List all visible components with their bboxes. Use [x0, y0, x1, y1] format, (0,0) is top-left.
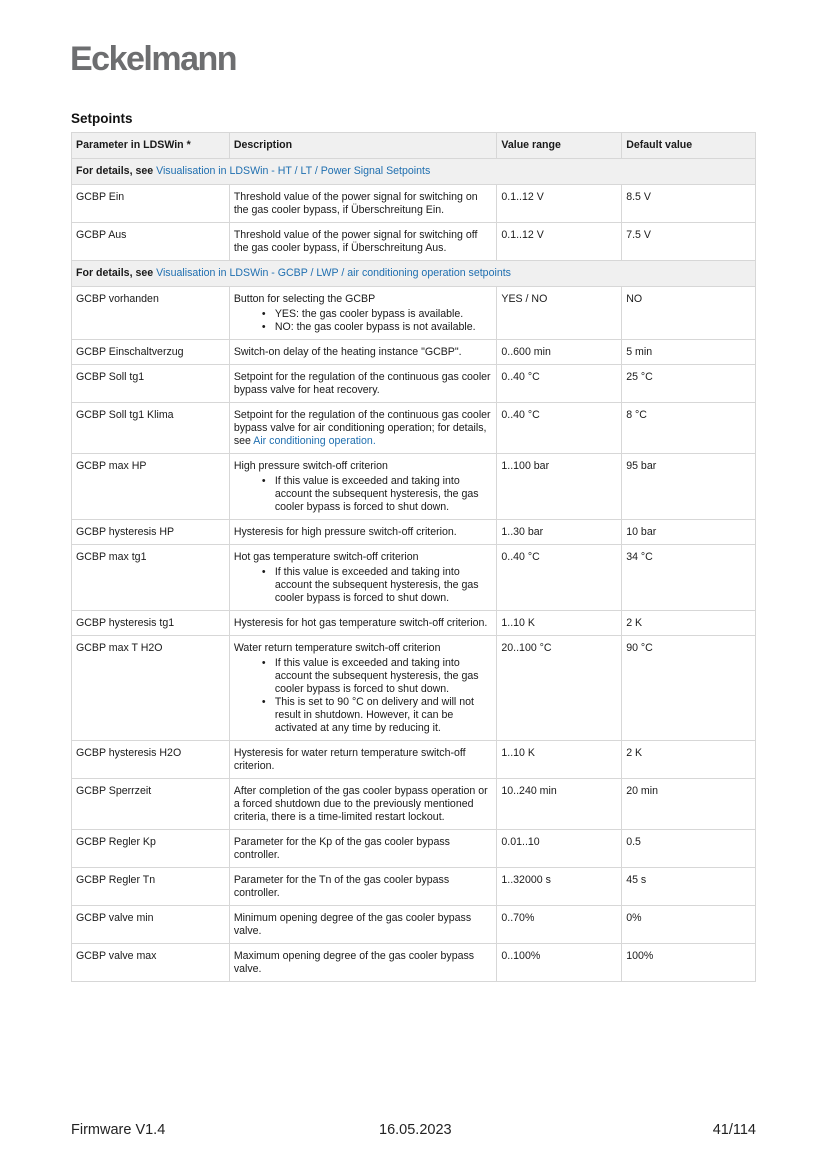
header-default-value: Default value: [622, 133, 756, 159]
description-cell: [229, 830, 497, 868]
value-range-cell: 0..40 °C: [497, 365, 622, 403]
description-cell: [229, 340, 497, 365]
table-row: [72, 779, 756, 830]
value-range-cell: 0..600 min: [497, 340, 622, 365]
value-range-cell: 10..240 min: [497, 779, 622, 830]
section-link[interactable]: Visualisation in LDSWin - GCBP / LWP / air conditioning operation setpoints: [156, 267, 511, 279]
parameter-cell: GCBP hysteresis H2O: [72, 741, 230, 779]
footer-firmware: Firmware V1.4: [71, 1122, 166, 1138]
description-text: Water return temperature switch-off criterion: [233, 642, 441, 654]
table-row: [72, 223, 756, 261]
table-row: [72, 287, 756, 340]
table-section-row: [72, 261, 756, 287]
table-row: [72, 830, 756, 868]
table-row: [72, 906, 756, 944]
parameter-cell: GCBP max HP: [72, 454, 230, 520]
footer-page-number: 41/114: [712, 1122, 756, 1138]
bullet-item: • YES: the gas cooler bypass is available.: [262, 308, 493, 321]
table-row: [72, 340, 756, 365]
bullet-list: [262, 566, 493, 605]
bullet-item: • This is set to 90 °C on delivery and will not result in shutdown. However, it can be activated at any time by reducing it.: [262, 696, 493, 735]
parameter-cell: GCBP Soll tg1 Klima: [72, 403, 230, 454]
description-cell: [229, 185, 497, 223]
parameter-cell: GCBP Sperrzeit: [72, 779, 230, 830]
table-row: [72, 944, 756, 982]
table-row: [72, 403, 756, 454]
value-range-cell: 1..10 K: [497, 611, 622, 636]
default-value-cell: 8.5 V: [622, 185, 756, 223]
description-text: Threshold value of the power signal for switching on the gas cooler bypass, if Überschreitung Ein.: [233, 191, 478, 216]
bullet-list: [262, 475, 493, 514]
default-value-cell: NO: [622, 287, 756, 340]
default-value-cell: 2 K: [622, 741, 756, 779]
bullet-item: • NO: the gas cooler bypass is not available.: [262, 321, 493, 334]
description-text: High pressure switch-off criterion: [233, 460, 388, 472]
table-body: [72, 159, 756, 982]
value-range-cell: 1..32000 s: [497, 868, 622, 906]
default-value-cell: 100%: [622, 944, 756, 982]
section-title: Setpoints: [71, 111, 133, 126]
value-range-cell: 1..100 bar: [497, 454, 622, 520]
description-cell: [229, 520, 497, 545]
bullet-list: [262, 308, 493, 334]
parameter-cell: GCBP valve max: [72, 944, 230, 982]
description-text: Hot gas temperature switch-off criterion: [233, 551, 419, 563]
description-cell: [229, 287, 497, 340]
table-row: [72, 520, 756, 545]
parameter-cell: GCBP hysteresis HP: [72, 520, 230, 545]
default-value-cell: 7.5 V: [622, 223, 756, 261]
description-text: Hysteresis for water return temperature switch-off criterion.: [233, 747, 466, 772]
default-value-cell: 5 min: [622, 340, 756, 365]
default-value-cell: 90 °C: [622, 636, 756, 741]
bullet-list: [262, 657, 493, 735]
default-value-cell: 8 °C: [622, 403, 756, 454]
default-value-cell: 0.5: [622, 830, 756, 868]
header-description: Description: [229, 133, 497, 159]
footer-date: 16.05.2023: [379, 1122, 452, 1138]
description-text: Setpoint for the regulation of the continuous gas cooler bypass valve for heat recovery.: [233, 371, 491, 396]
parameter-cell: GCBP Regler Tn: [72, 868, 230, 906]
bullet-item: • If this value is exceeded and taking into account the subsequent hysteresis, the gas cooler bypass is forced to shut down.: [262, 475, 493, 514]
default-value-cell: 34 °C: [622, 545, 756, 611]
description-text: Threshold value of the power signal for switching off the gas cooler bypass, if Überschreitung Aus.: [233, 229, 478, 254]
bullet-item: • If this value is exceeded and taking into account the subsequent hysteresis, the gas cooler bypass is forced to shut down.: [262, 657, 493, 696]
table-row: [72, 611, 756, 636]
value-range-cell: YES / NO: [497, 287, 622, 340]
default-value-cell: 0%: [622, 906, 756, 944]
default-value-cell: 2 K: [622, 611, 756, 636]
section-prefix: For details, see: [76, 165, 157, 177]
parameter-cell: GCBP Soll tg1: [72, 365, 230, 403]
default-value-cell: 20 min: [622, 779, 756, 830]
parameter-cell: GCBP hysteresis tg1: [72, 611, 230, 636]
description-cell: [229, 868, 497, 906]
table-row: [72, 741, 756, 779]
description-cell: [229, 741, 497, 779]
description-text: Button for selecting the GCBP: [233, 293, 376, 305]
description-cell: [229, 365, 497, 403]
table-row: [72, 636, 756, 741]
table-row: [72, 545, 756, 611]
setpoints-table: [71, 132, 756, 982]
value-range-cell: 0.01..10: [497, 830, 622, 868]
description-link[interactable]: Air conditioning operation.: [253, 435, 376, 447]
description-cell: [229, 944, 497, 982]
table-row: [72, 868, 756, 906]
value-range-cell: 1..30 bar: [497, 520, 622, 545]
parameter-cell: GCBP vorhanden: [72, 287, 230, 340]
table-row: [72, 454, 756, 520]
value-range-cell: 0.1..12 V: [497, 185, 622, 223]
description-cell: [229, 779, 497, 830]
bullet-item: • If this value is exceeded and taking into account the subsequent hysteresis, the gas cooler bypass is forced to shut down.: [262, 566, 493, 605]
value-range-cell: 0.1..12 V: [497, 223, 622, 261]
value-range-cell: 0..100%: [497, 944, 622, 982]
description-cell: [229, 403, 497, 454]
section-prefix: For details, see: [76, 267, 157, 279]
table-row: [72, 185, 756, 223]
description-text: Parameter for the Kp of the gas cooler bypass controller.: [233, 836, 450, 861]
description-text: Hysteresis for high pressure switch-off criterion.: [233, 526, 457, 538]
description-cell: [229, 636, 497, 741]
parameter-cell: GCBP max tg1: [72, 545, 230, 611]
description-text: Setpoint for the regulation of the continuous gas cooler bypass valve for air conditioning operation; for details, see: [233, 409, 491, 447]
parameter-cell: GCBP Einschaltverzug: [72, 340, 230, 365]
description-cell: [229, 545, 497, 611]
description-text: Minimum opening degree of the gas cooler bypass valve.: [233, 912, 472, 937]
parameter-cell: GCBP max T H2O: [72, 636, 230, 741]
description-cell: [229, 611, 497, 636]
default-value-cell: 25 °C: [622, 365, 756, 403]
value-range-cell: 0..70%: [497, 906, 622, 944]
default-value-cell: 45 s: [622, 868, 756, 906]
description-cell: [229, 454, 497, 520]
section-link[interactable]: Visualisation in LDSWin - HT / LT / Power Signal Setpoints: [156, 165, 431, 177]
value-range-cell: 20..100 °C: [497, 636, 622, 741]
description-cell: [229, 223, 497, 261]
default-value-cell: 95 bar: [622, 454, 756, 520]
header-parameter: Parameter in LDSWin *: [72, 133, 230, 159]
parameter-cell: GCBP Regler Kp: [72, 830, 230, 868]
eckelmann-logo: Eckelmann: [70, 40, 237, 78]
parameter-cell: GCBP Ein: [72, 185, 230, 223]
value-range-cell: 1..10 K: [497, 741, 622, 779]
value-range-cell: 0..40 °C: [497, 403, 622, 454]
parameter-cell: GCBP valve min: [72, 906, 230, 944]
section-cell: [72, 261, 756, 287]
description-text: Parameter for the Tn of the gas cooler bypass controller.: [233, 874, 450, 899]
value-range-cell: 0..40 °C: [497, 545, 622, 611]
description-text: Maximum opening degree of the gas cooler bypass valve.: [233, 950, 475, 975]
description-cell: [229, 906, 497, 944]
table-row: [72, 365, 756, 403]
description-text: After completion of the gas cooler bypass operation or a forced shutdown due to the previously mentioned criteria, there is a time-limited restart lockout.: [233, 785, 488, 823]
description-text: Hysteresis for hot gas temperature switch-off criterion.: [233, 617, 488, 629]
default-value-cell: 10 bar: [622, 520, 756, 545]
parameter-cell: GCBP Aus: [72, 223, 230, 261]
description-text: Switch-on delay of the heating instance "GCBP".: [233, 346, 462, 358]
table-section-row: [72, 159, 756, 185]
header-value-range: Value range: [497, 133, 622, 159]
section-cell: [72, 159, 756, 185]
table-header-row: [72, 133, 756, 159]
